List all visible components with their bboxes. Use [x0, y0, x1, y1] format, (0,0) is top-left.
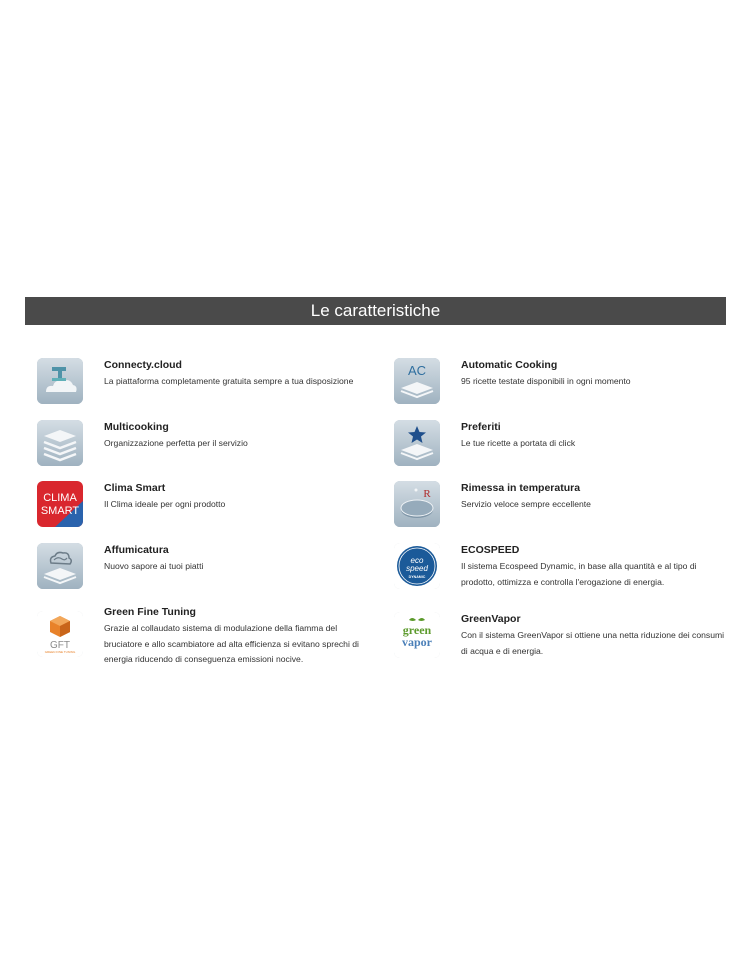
- feature-title: Rimessa in temperatura: [461, 482, 581, 494]
- feature-description: Il sistema Ecospeed Dynamic, in base alla quantità e al tipo di prodotto, ottimizza e controlla l'erogazione di energia.: [461, 561, 697, 587]
- smart-icon-text: SMART: [40, 505, 80, 517]
- feature-title: Connecty.cloud: [104, 359, 182, 371]
- cloud-icon: [37, 358, 83, 404]
- feature-description: Grazie al collaudato sistema di modulazione della fiamma del bruciatore e allo scambiatore ad alta efficienza si evitano sprechi di energia riducendo di conseguenza emissioni nocive.: [104, 623, 359, 664]
- green-icon-text: green: [402, 623, 432, 637]
- feature-title: Preferiti: [461, 421, 501, 433]
- feature-description: Servizio veloce sempre eccellente: [461, 499, 591, 509]
- feature-description: Nuovo sapore ai tuoi piatti: [104, 561, 204, 571]
- ecospeed-icon: [394, 543, 440, 589]
- vapor-icon-text: vapor: [402, 635, 432, 649]
- feature-title: ECOSPEED: [461, 544, 520, 556]
- dynamic-icon-text: DYNAMIC: [408, 575, 426, 579]
- reheat-icon: [394, 481, 440, 527]
- feature-title: GreenVapor: [461, 613, 521, 625]
- gft-icon: [37, 611, 83, 657]
- clima-icon-text: CLIMA: [43, 492, 77, 504]
- feature-description: Con il sistema GreenVapor si ottiene una netta riduzione dei consumi di acqua e di energia.: [461, 630, 725, 656]
- star-icon: [394, 420, 440, 466]
- feature-description: 95 ricette testate disponibili in ogni momento: [461, 376, 631, 386]
- feature-description: La piattaforma completamente gratuita sempre a tua disposizione: [104, 376, 354, 386]
- feature-title: Green Fine Tuning: [104, 606, 196, 618]
- gft-subtitle-icon-text: GREEN FINE TUNING: [44, 650, 76, 654]
- feature-title: Clima Smart: [104, 482, 166, 494]
- section-title-banner: Le caratteristiche: [25, 297, 726, 325]
- feature-title: Affumicatura: [104, 544, 169, 556]
- clima-smart-icon: [37, 481, 83, 527]
- greenvapor-icon: [394, 612, 440, 658]
- reheat-icon-text: R: [423, 488, 431, 500]
- speed-icon-text: speed: [406, 564, 428, 573]
- layers-icon: [37, 420, 83, 466]
- gft-icon-text: GFT: [50, 640, 70, 651]
- feature-description: Le tue ricette a portata di click: [461, 438, 576, 448]
- feature-description: Organizzazione perfetta per il servizio: [104, 438, 248, 448]
- ac-icon: [394, 358, 440, 404]
- eco-icon-text: eco: [410, 556, 424, 565]
- feature-title: Automatic Cooking: [461, 359, 558, 371]
- ac-icon-text: AC: [407, 363, 427, 378]
- feature-title: Multicooking: [104, 421, 169, 433]
- smoke-icon: [37, 543, 83, 589]
- feature-description: Il Clima ideale per ogni prodotto: [104, 499, 226, 509]
